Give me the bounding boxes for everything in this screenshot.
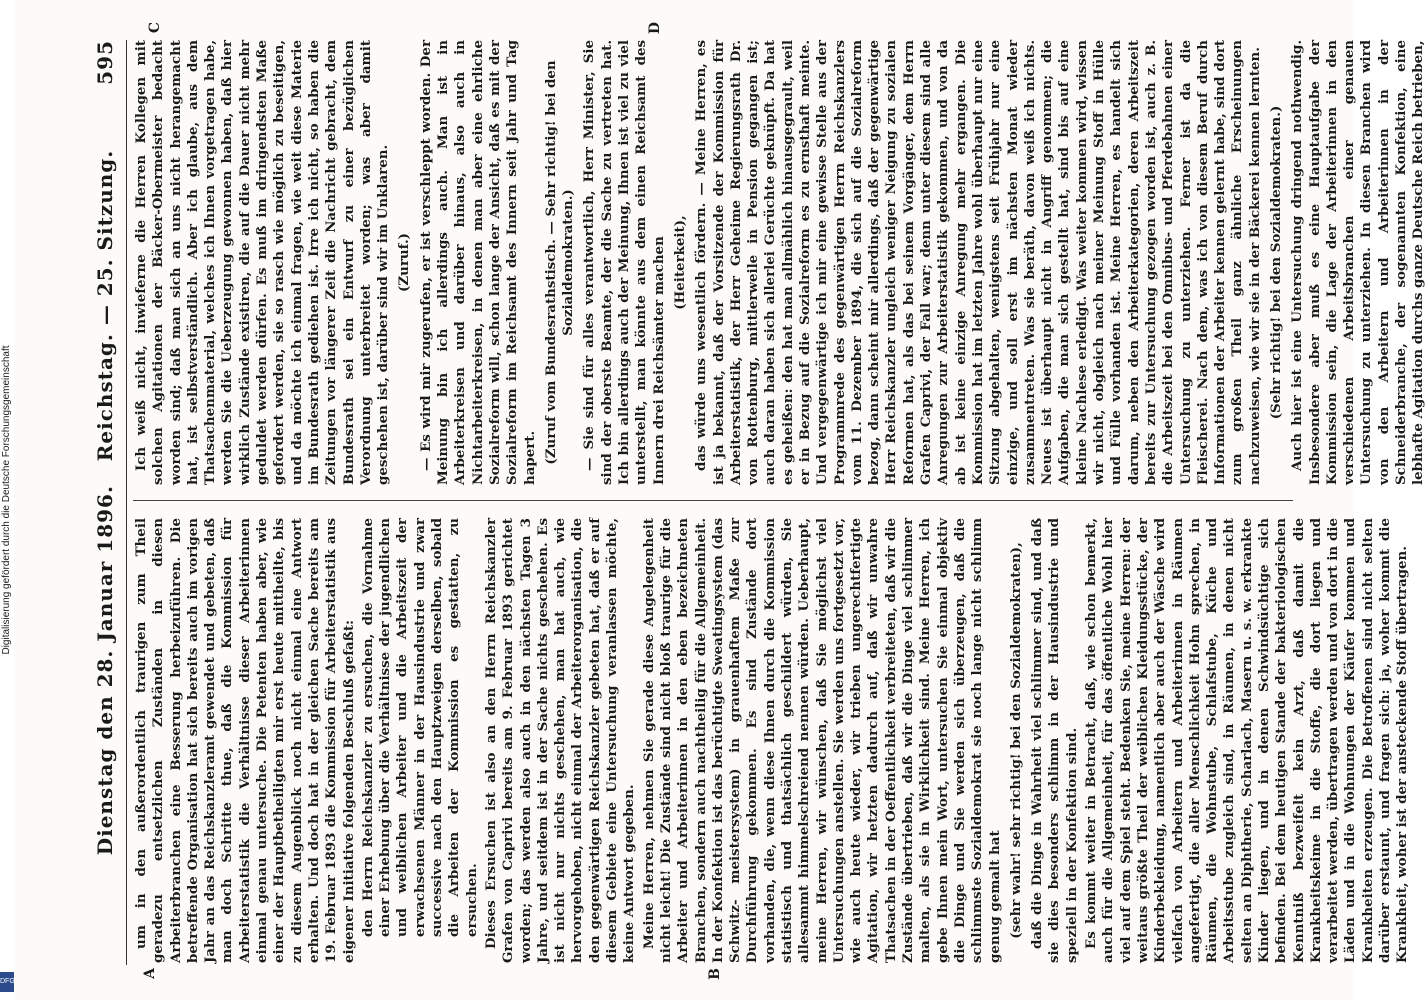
right-text-column [133, 518, 1411, 963]
column-divider [133, 500, 1293, 501]
digitization-credit [0, 0, 14, 1000]
interjection: (Zuruf vom Bundesrathstisch. — Sehr richtig! bei den Sozialdemokraten.) [542, 60, 577, 465]
paragraph: Dieses Ersuchen ist also an den Herrn Reichskanzler Grafen von Caprivi bereits am 9. Februar 1893 gerichtet worden; das werden also auch in den nächsten Tagen 3 Jahre, und seitdem ist in der Sache nichts geschehen. Es ist nicht nur nichts geschehen, man hat auch, wie hervorgehoben, nicht einmal der Arbeiterorganisation, die den gegenwärtigen Reichskanzler gebeten hat, daß er auf diesem Gebiete eine Untersuchung veranlassen möchte, keine Antwort gegeben. [482, 518, 638, 963]
dfg-logo: DFG [0, 972, 14, 992]
interjection: (Heiterkeit), [671, 215, 688, 310]
quoted-resolution: den Herrn Reichskanzler zu ersuchen, die Vornahme einer Erhebung über die Verhältnisse der jugendlichen und weiblichen Arbeiter und die Arbeitszeit der erwachsenen Männer in der Hausindustrie und zwar successive nach den Hauptzweigen derselben, sobald die Arbeiten der Kommission es gestatten, zu ersuchen. [359, 518, 480, 937]
paragraph: — Es wird mir zugerufen, er ist verschleppt worden. Der Meinung bin ich allerdings auch. Man ist in Arbeiterkreisen und darüber hinaus, also auch in Nichtarbeiterkreisen, in denen man aber eine ehrliche Sozialreform will, schon lange der Ansicht, daß es mit der Sozialreform im Reichsamt des Innern seit Jahr und Tag hapert. [417, 40, 538, 485]
paragraph: — Sie sind für alles verantwortlich, Herr Minister, Sie sind der oberste Beamte, der die Sache zu vertreten hat. Ich bin allerdings auch der Meinung, Ihnen ist viel zu viel unterstellt, man könnte aus dem einen Reichsamt des Innern drei Reichsämter machen [581, 40, 667, 485]
running-head-right: Dienstag den 28. Januar 1896. [93, 485, 117, 856]
left-text-column [133, 40, 1427, 485]
paragraph: daß die Dinge in Wahrheit viel schlimmer sind, und daß sie dies besonders schlimm in der Hausindustrie und speziell in der Konfektion sind. [1029, 518, 1080, 963]
interjection: (Sehr richtig! bei den Sozialdemokraten.) [1268, 105, 1284, 420]
running-header [85, 40, 117, 965]
paragraph: Auch hier ist eine Untersuchung dringend nothwendig. Insbesondere aber muß es eine Hauptaufgabe der Kommission sein, die Lage der Arbeiterinnen in den verschiedenen Arbeitsbranchen einer genauen Untersuchung zu unterziehen. In diesen Branchen wird von den Arbeitern und Arbeiterinnen in der Schneiderbranche, der sogenannten Konfektion, eine lebhafte Agitation durchs ganze Deutsche Reich betrieben, [1289, 40, 1427, 485]
paragraph: Es kommt weiter in Betracht, daß, wie schon bemerkt, auch für die Allgemeinheit, für das öffentliche Wohl hier viel auf dem Spiel steht. Bedenken Sie, meine Herren: der weitaus größte Theil der weiblichen Kleidungsstücke, der Kinderbekleidung, namentlich aber auch der Wäsche wird vielfach von Arbeitern und Arbeiterinnen in Räumen angefertigt, die aller Menschlichkeit Hohn sprechen, in Räumen, die Wohnstube, Schlafstube, Küche und Arbeitsstube zugleich sind, in Räumen, in denen nicht selten an Diphtherie, Scharlach, Masern u. s. w. erkrankte Kinder liegen, und in denen Schwindsüchtige sich befinden. Bei dem heutigen Stande der bakteriologischen Kenntniß bezweifelt kein Arzt, daß damit die Krankheitskeime in die Stoffe, die dort liegen und verarbeitet werden, übertragen werden und von dort in die Läden und in die Wohnungen der Käufer kommen und Krankheiten erzeugen. Die Betroffenen sind nicht selten darüber erstaunt, und fragen sich: ja, woher kommt die Krankheit, woher ist der ansteckende Stoff übertragen. [1083, 518, 1411, 963]
margin-mark-b: B [707, 968, 723, 980]
paragraph: das würde uns wesentlich fördern. — Meine Herren, es ist ja bekannt, daß der Vorsitzende der Kommission für Arbeiterstatistik, der Herr Geheime Regierungsrath Dr. von Rottenburg, mittlerweile in Pension gegangen ist; auch daran haben sich allerlei Gerüchte geknüpft. Da hat es geheißen: den hat man allmählich hinausgegrault, weil er in Bezug auf die Sozialreform es zu ernsthaft meinte. Und vergegenwärtige ich mir eine gewisse Stelle aus der Programmrede des gegenwärtigen Herrn Reichskanzlers vom 11. Dezember 1894, die sich auf die Sozialreform bezog, dann scheint mir allerdings, daß der gegenwärtige Herr Reichskanzler ungleich weniger Neigung zu sozialen Reformen hat, als das bei seinem Vorgänger, dem Herrn Grafen Caprivi, der Fall war; denn unter diesem sind alle Anregungen zur Arbeiterstatistik gekommen, und von da ab ist keine einzige Anregung mehr ergangen. Die Kommission hat im letzten Jahre wohl überhaupt nur eine Sitzung abgehalten, wenigstens seit Frühjahr nur eine einzige, und soll erst im nächsten Monat wieder zusammentreten. Was sie beräth, davon weiß ich nichts. Neues ist überhaupt nicht in Angriff genommen; die Aufgaben, die man sich gestellt hat, sind bis auf eine kleine Nachlese erledigt. Was weiter kommen wird, wissen wir nicht, obgleich nach meiner Meinung Stoff in Hülle und Fülle vorhanden ist. Meine Herren, es handelt sich darum, neben den Arbeiterkategorien, deren Arbeitszeit bereits zur Untersuchung gezogen worden ist, auch z. B. die Arbeitszeit bei den Omnibus- und Pferdebahnen einer Untersuchung zu unterziehen. Ferner ist da die Fleischerei. Nach dem, was ich von diesem Beruf durch Informationen der Arbeiter kennen gelernt habe, sind dort zum großen Theil ganz ähnliche Erscheinungen nachzuweisen, wie wir sie in der Bäckerei kennen lernten. [693, 40, 1263, 485]
paragraph: Meine Herren, nehmen Sie gerade diese Angelegenheit nicht leicht! Die Zustände sind nicht bloß traurige für die Arbeiter und Arbeiterinnen in den eben bezeichneten Branchen, sondern auch nachtheilig für die Allgemeinheit. In der Konfektion ist das berüchtigte Sweatingsystem (das Schwitz- meistersystem) in grauenhaftem Maße zur Durchführung gekommen. Es sind Zustände dort vorhanden, die, wenn diese Ihnen durch die Kommission statistisch und thatsächlich geschildert würden, Sie allesammt himmelschreiend nennen würden. Ueberhaupt, meine Herren, wir wünschen, daß Sie möglichst viel Untersuchungen anstellen. Sie werden uns fortgesetzt vor, wie auch heute wieder, wir trieben ungerechtfertigte Agitation, wir hetzten dadurch auf, daß wir unwahre Thatsachen in der Oeffentlichkeit verbreiteten, daß wir die Zustände übertrieben, daß wir die Dinge viel schlimmer malten, als sie in Wirklichkeit sind. Meine Herren, ich gebe Ihnen mein Wort, untersuchen Sie einmal objektiv die Dinge und Sie werden sich überzeugen, daß die schlimmste Sozialdemokrat sie noch lange nicht schlimm genug gemalt hat [640, 518, 1003, 963]
paragraph: um in den außerordentlich traurigen zum Theil geradezu entsetzlichen Zuständen in diesen Arbeiterbranchen eine Besserung herbeizuführen. Die betreffende Organisation hat sich bereits auch im vorigen Jahr an das Reichskanzleramt gewendet und gebeten, daß man doch Schritte thue, daß die Kommission für Arbeiterstatistik die Verhältnisse dieser Arbeiterinnen einmal genau untersuche. Die Petenten haben aber, wie einer der Hauptbetheiligten mir erst heute mittheilte, bis zu diesem Augenblick noch nicht einmal eine Antwort erhalten. Und doch hat in der gleichen Sache bereits am 19. Februar 1893 die Kommission für Arbeiterstatistik aus eigener Initiative folgenden Beschluß gefaßt: [133, 518, 357, 963]
margin-mark-d: D [647, 22, 663, 35]
interjection: (Zuruf.) [396, 233, 413, 292]
interjection: (sehr wahr! sehr richtig! bei den Sozialdemokraten), [1007, 542, 1024, 939]
paragraph: Ich weiß nicht, inwieferne die Herren Kollegen mit solchen Agitationen der Bäcker-Obermeister bedacht worden sind; daß man sich an uns nicht herangemacht hat, ist selbstverständlich. Aber ich glaube, aus dem Thatsachenmaterial, welches ich Ihnen vorgetragen habe, werden Sie die Ueberzeugung gewonnen haben, daß hier wirklich Zustände existiren, die auf die Dauer nicht mehr geduldet werden dürfen. Es muß im dringendsten Maße gefordert werden, sie so rasch wie möglich zu beseitigen, und da möchte ich einmal fragen, wie weit diese Materie im Bundesrath gediehen ist. Irre ich nicht, so haben die Zeitungen vor längerer Zeit die Nachricht gebracht, dem Bundesrath sei ein Entwurf zu einer bezüglichen Verordnung unterbreitet worden; was aber damit geschehen ist, darüber sind wir im Unklaren. [133, 40, 392, 485]
digitization-credit-text: Digitalisierung gefördert durch die Deutsche Forschungsgemeinschaft [1, 345, 12, 655]
running-head [93, 40, 117, 965]
page-number: 595 [93, 40, 117, 85]
margin-mark-a: A [142, 968, 158, 979]
margin-mark-c: C [147, 22, 163, 34]
header-rule [126, 40, 127, 965]
running-head-left: Reichstag. — 25. Sitzung. [93, 149, 117, 462]
